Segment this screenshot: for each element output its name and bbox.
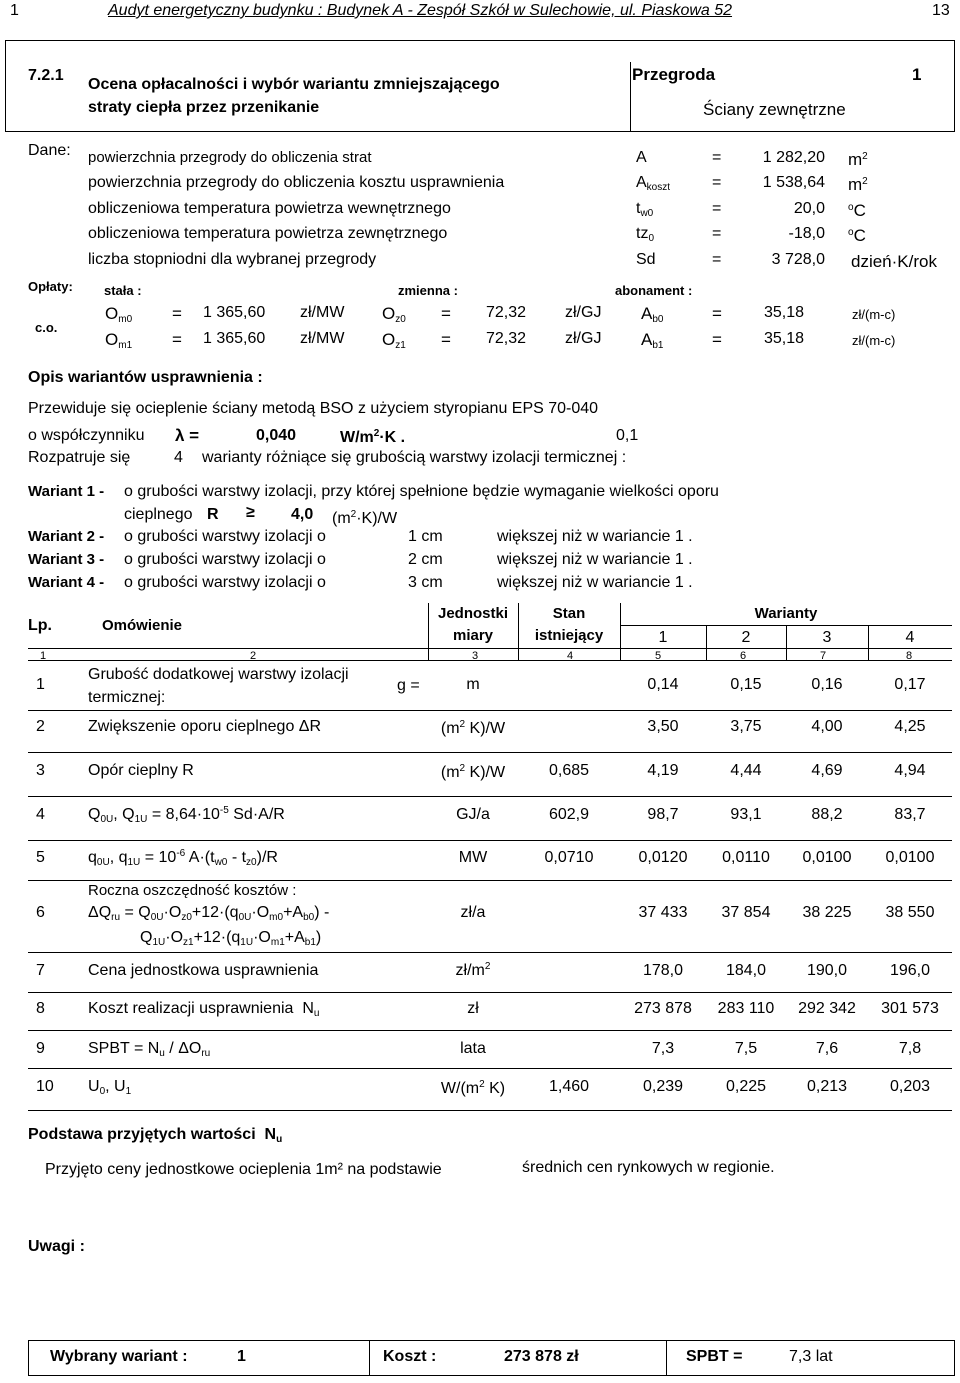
header-lp: Lp.	[28, 617, 52, 634]
wariant1-unit: $(m^2\cdot K)/W$	[332, 509, 398, 527]
oplata-eq: =	[172, 330, 182, 349]
dane-value: -18,0	[788, 225, 825, 242]
header-wariant-number: 4	[905, 629, 915, 646]
row-stan-value: 0,0710	[544, 849, 594, 866]
row-description-3: $Q_{1U}\cdot O_{z1}+12\cdot(q_{1U}\cdot O_{m1}+A_{b1})$	[140, 929, 322, 948]
dane-desc: powierzchnia przegrody do obliczenia kosztu usprawnienia	[88, 174, 505, 191]
row-description: Opór cieplny R	[88, 762, 194, 779]
dane-value: 20,0	[793, 200, 825, 217]
column-number: 5	[655, 650, 662, 662]
wariant1-ge: ≥	[246, 504, 255, 521]
row-variant-value: 98,7	[647, 806, 679, 823]
row-stan-value: 1,460	[548, 1078, 590, 1095]
zmienna-label: zmienna :	[398, 283, 458, 298]
opis-line3-b: warianty różniące się grubością warstwy izolacji termicznej :	[202, 449, 627, 466]
oplata-zmienna-unit: zł/GJ	[565, 304, 602, 321]
row-variant-value: 37 854	[721, 904, 771, 921]
dane-eq: =	[712, 149, 722, 166]
row-description: $U_0$, $U_1$	[88, 1078, 132, 1097]
oplata-stala-unit: zł/MW	[300, 330, 345, 347]
dane-desc: obliczeniowa temperatura powietrza wewnętrznego	[88, 200, 451, 217]
row-extra: g =	[397, 677, 420, 694]
row-unit: zł/a	[460, 904, 486, 921]
dane-unit: $^o$C	[848, 226, 866, 245]
opis-line1: Przewiduje się ocieplenie ściany metodą BSO z użyciem styropianu EPS 70-040	[28, 400, 599, 417]
oplata-abonament-unit: zł/(m-c)	[852, 333, 896, 348]
oplata-zmienna-value: 72,32	[486, 330, 527, 347]
dane-desc: powierzchnia przegrody do obliczenia strat	[88, 149, 372, 166]
spbt-value: 7,3 lat	[789, 1348, 833, 1365]
oplata-abonament-value: 35,18	[764, 304, 805, 321]
row-variant-value: 7,3	[651, 1040, 675, 1057]
row-variant-value: 4,25	[894, 718, 926, 735]
page-number: 1	[10, 2, 19, 19]
row-lp: 3	[36, 762, 45, 779]
header-stan: Stan	[552, 605, 586, 622]
row-lp: 5	[36, 849, 45, 866]
wariant4-cm: 3 cm	[408, 574, 443, 591]
row-variant-value: 196,0	[889, 962, 931, 979]
row-variant-value: 3,75	[730, 718, 762, 735]
dane-eq: =	[712, 200, 722, 217]
podstawa-text-b: średnich cen rynkowych w regionie.	[522, 1159, 775, 1176]
row-description: SPBT = $N_u / \Delta O_{ru}$	[88, 1040, 211, 1059]
row-stan-value: 0,685	[548, 762, 590, 779]
row-variant-value: 0,213	[806, 1078, 848, 1095]
row-lp: 1	[36, 676, 45, 693]
dane-eq: =	[712, 174, 722, 191]
column-number: 2	[250, 650, 257, 662]
row-lp: 10	[36, 1078, 54, 1095]
row-variant-value: 4,69	[811, 762, 843, 779]
row-unit: $zł/m^2$	[455, 961, 491, 979]
oplata-zmienna-value: 72,32	[486, 304, 527, 321]
row-lp: 7	[36, 962, 45, 979]
row-variant-value: 38 225	[802, 904, 852, 921]
oplata-abonament-unit: zł/(m-c)	[852, 307, 896, 322]
wariant1-R: R	[207, 506, 219, 523]
column-number: 4	[567, 650, 574, 662]
wybrany-wariant-label: Wybrany wariant :	[50, 1348, 188, 1365]
oplata-zmienna-symbol: $O_{z1}$	[382, 330, 406, 351]
row-variant-value: 83,7	[894, 806, 926, 823]
row-variant-value: 0,0120	[638, 849, 688, 866]
dane-desc: liczba stopniodni dla wybranej przegrody	[88, 251, 377, 268]
wariant2-text: o grubości warstwy izolacji o	[124, 528, 326, 545]
row-variant-value: 301 573	[881, 1000, 939, 1017]
dane-symbol: $tz_0$	[636, 225, 655, 244]
row-lp: 4	[36, 806, 45, 823]
wariant1-text: o grubości warstwy izolacji, przy której spełnione będzie wymaganie wielkości oporu	[124, 483, 719, 500]
row-description: Grubość dodatkowej warstwy izolacji	[88, 666, 349, 683]
uwagi-label: Uwagi :	[28, 1238, 85, 1255]
dane-symbol: Sd	[636, 251, 656, 268]
row-variant-value: 0,0100	[802, 849, 852, 866]
row-unit: ($m^2$ K)/W	[440, 719, 506, 737]
row-description: $Q_{0U}$, $Q_{1U} = 8,64\cdot 10^{-5}$ Sd·A/R	[88, 805, 285, 825]
wariant1-val: 4,0	[291, 506, 314, 523]
dane-unit: $m^2$	[848, 150, 868, 169]
row-unit: GJ/a	[456, 806, 490, 823]
column-number: 1	[40, 650, 47, 662]
lambda-prefix: o współczynniku	[28, 427, 145, 444]
wariant4-text: o grubości warstwy izolacji o	[124, 574, 326, 591]
row-variant-value: 38 550	[885, 904, 935, 921]
dane-symbol: A	[636, 149, 647, 166]
oplata-eq: =	[712, 304, 722, 323]
dane-desc: obliczeniowa temperatura powietrza zewnętrznego	[88, 225, 448, 242]
stala-label: stała :	[104, 283, 142, 298]
row-unit: ($m^2$ K)/W	[440, 763, 506, 781]
row-variant-value: 4,00	[811, 718, 843, 735]
wariant2-label: Wariant 2 -	[28, 528, 105, 545]
wybrany-wariant-value: 1	[237, 1348, 246, 1365]
oplata-eq: =	[172, 304, 182, 323]
dane-unit: $m^2$	[848, 175, 868, 194]
oplata-stala-value: 1 365,60	[203, 330, 266, 347]
header-istniejacy: istniejący	[534, 627, 604, 644]
lambda-extra: 0,1	[616, 427, 639, 444]
oplata-zmienna-unit: zł/GJ	[565, 330, 602, 347]
header-warianty: Warianty	[754, 605, 818, 622]
row-variant-value: 0,14	[647, 676, 679, 693]
column-number: 7	[820, 650, 827, 662]
row-unit: zł	[467, 1000, 479, 1017]
dane-unit: dzień·K/rok	[851, 252, 937, 271]
row-variant-value: 0,239	[642, 1078, 684, 1095]
oplata-stala-symbol: $O_{m1}$	[105, 330, 133, 351]
wariant4-label: Wariant 4 -	[28, 574, 105, 591]
row-variant-value: 3,50	[647, 718, 679, 735]
row-lp: 2	[36, 718, 45, 735]
dane-symbol: $t_{w0}$	[636, 200, 654, 219]
row-unit: MW	[458, 849, 488, 866]
row-variant-value: 7,5	[734, 1040, 758, 1057]
header-wariant-number: 2	[741, 629, 751, 646]
header-jednostki: Jednostki	[437, 605, 509, 622]
row-variant-value: 93,1	[730, 806, 762, 823]
row-variant-value: 0,225	[725, 1078, 767, 1095]
lambda-unit: $W/m^2\cdot K$ .	[340, 428, 406, 446]
wariant1-label: Wariant 1 -	[28, 483, 105, 500]
row-variant-value: 7,6	[815, 1040, 839, 1057]
row-description: $q_{0U}$, $q_{1U} = 10^{-6}$ $A\cdot(t_{w0} - t_{z0})/R$	[88, 848, 278, 868]
page-number-right: 13	[932, 2, 950, 19]
row-lp: 6	[36, 904, 45, 921]
column-number: 3	[472, 650, 479, 662]
row-variant-value: 283 110	[717, 1000, 775, 1017]
column-number: 8	[906, 650, 913, 662]
section-title-line1: Ocena opłacalności i wybór wariantu zmniejszającego	[88, 76, 500, 93]
row-lp: 8	[36, 1000, 45, 1017]
document-title: Audyt energetyczny budynku : Budynek A - Zespół Szkół w Sulechowie, ul. Piaskowa 52	[108, 2, 733, 19]
wariant3-label: Wariant 3 -	[28, 551, 105, 568]
row-variant-value: 0,15	[730, 676, 762, 693]
row-variant-value: 178,0	[642, 962, 684, 979]
koszt-value: 273 878 zł	[504, 1348, 579, 1365]
dane-label: Dane:	[28, 142, 71, 159]
header-wariant-number: 1	[658, 629, 668, 646]
header-omowienie: Omówienie	[102, 617, 183, 634]
spbt-label: SPBT =	[686, 1348, 743, 1365]
dane-eq: =	[712, 225, 722, 242]
row-description-2: termicznej:	[88, 689, 166, 706]
row-description-2: $\Delta Q_{ru} = Q_{0U}\cdot O_{z0}+12\cdot(q_{0U}\cdot O_{m0}+A_{b0})$ -	[88, 904, 330, 923]
wariant4-tail: większej niż w wariancie 1 .	[497, 574, 693, 591]
section-number: 7.2.1	[28, 67, 64, 84]
row-description: Koszt realizacji usprawnienia $N_u$	[88, 1000, 320, 1019]
wariant3-cm: 2 cm	[408, 551, 443, 568]
opis-line3-a: Rozpatruje się	[28, 449, 131, 466]
row-variant-value: 273 878	[634, 1000, 692, 1017]
header-wariant-number: 3	[822, 629, 832, 646]
row-unit: lata	[460, 1040, 486, 1057]
row-variant-value: 184,0	[725, 962, 767, 979]
lambda-symbol: λ =	[175, 426, 200, 445]
podstawa-title: Podstawa przyjętych wartości $N_u$	[28, 1126, 283, 1145]
wariant1-line2: cieplnego	[124, 506, 193, 523]
oplata-stala-value: 1 365,60	[203, 304, 266, 321]
row-variant-value: 190,0	[806, 962, 848, 979]
oplaty-label: Opłaty:	[28, 279, 73, 294]
row-variant-value: 0,17	[894, 676, 926, 693]
abonament-label: abonament :	[615, 283, 693, 298]
row-variant-value: 0,0100	[885, 849, 935, 866]
row-variant-value: 0,0110	[722, 849, 770, 866]
row-lp: 9	[36, 1040, 45, 1057]
dane-value: 1 282,20	[762, 149, 825, 166]
dane-eq: =	[712, 251, 722, 268]
row-variant-value: 88,2	[811, 806, 843, 823]
dane-unit: $^o$C	[848, 201, 866, 220]
section-title-line2: straty ciepła przez przenikanie	[88, 99, 320, 116]
wariant3-text: o grubości warstwy izolacji o	[124, 551, 326, 568]
row-variant-value: 7,8	[898, 1040, 922, 1057]
oplata-abonament-symbol: $A_{b1}$	[641, 330, 664, 351]
row-variant-value: 37 433	[638, 904, 688, 921]
partition-number: 1	[912, 65, 922, 84]
wariant2-tail: większej niż w wariancie 1 .	[497, 528, 693, 545]
row-variant-value: 0,16	[811, 676, 843, 693]
koszt-label: Koszt :	[383, 1348, 437, 1365]
row-description: Cena jednostkowa usprawnienia	[88, 962, 319, 979]
row-stan-value: 602,9	[548, 806, 590, 823]
partition-label: Przegroda	[632, 65, 716, 84]
column-number: 6	[740, 650, 747, 662]
lambda-value: 0,040	[256, 427, 297, 444]
dane-value: 1 538,64	[762, 174, 825, 191]
row-description: Roczna oszczędność kosztów :	[88, 882, 297, 899]
row-variant-value: 292 342	[798, 1000, 856, 1017]
oplata-eq: =	[712, 330, 722, 349]
oplata-stala-unit: zł/MW	[300, 304, 345, 321]
row-variant-value: 4,94	[894, 762, 926, 779]
oplata-eq: =	[441, 304, 451, 323]
oplata-eq: =	[441, 330, 451, 349]
row-variant-value: 4,19	[647, 762, 679, 779]
wariant2-cm: 1 cm	[408, 528, 443, 545]
oplata-stala-symbol: $O_{m0}$	[105, 304, 133, 325]
row-description: Zwiększenie oporu cieplnego ΔR	[88, 718, 322, 735]
opis-title: Opis wariantów usprawnienia :	[28, 369, 263, 386]
oplata-zmienna-symbol: $O_{z0}$	[382, 304, 406, 325]
row-unit: $W/(m^2$ K)	[440, 1079, 506, 1097]
partition-name: Ściany zewnętrzne	[703, 100, 846, 119]
opis-line3-n: 4	[174, 449, 183, 466]
oplata-abonament-value: 35,18	[764, 330, 805, 347]
dane-symbol: $A_{koszt}$	[636, 174, 671, 193]
row-unit: m	[466, 676, 480, 693]
row-variant-value: 4,44	[730, 762, 762, 779]
oplata-abonament-symbol: $A_{b0}$	[641, 304, 664, 325]
dane-value: 3 728,0	[771, 251, 825, 268]
header-miary: miary	[452, 627, 494, 644]
co-label: c.o.	[35, 320, 58, 335]
podstawa-text-a: Przyjęto ceny jednostkowe ocieplenia 1m² na podstawie	[45, 1161, 442, 1178]
row-variant-value: 0,203	[889, 1078, 931, 1095]
wariant3-tail: większej niż w wariancie 1 .	[497, 551, 693, 568]
